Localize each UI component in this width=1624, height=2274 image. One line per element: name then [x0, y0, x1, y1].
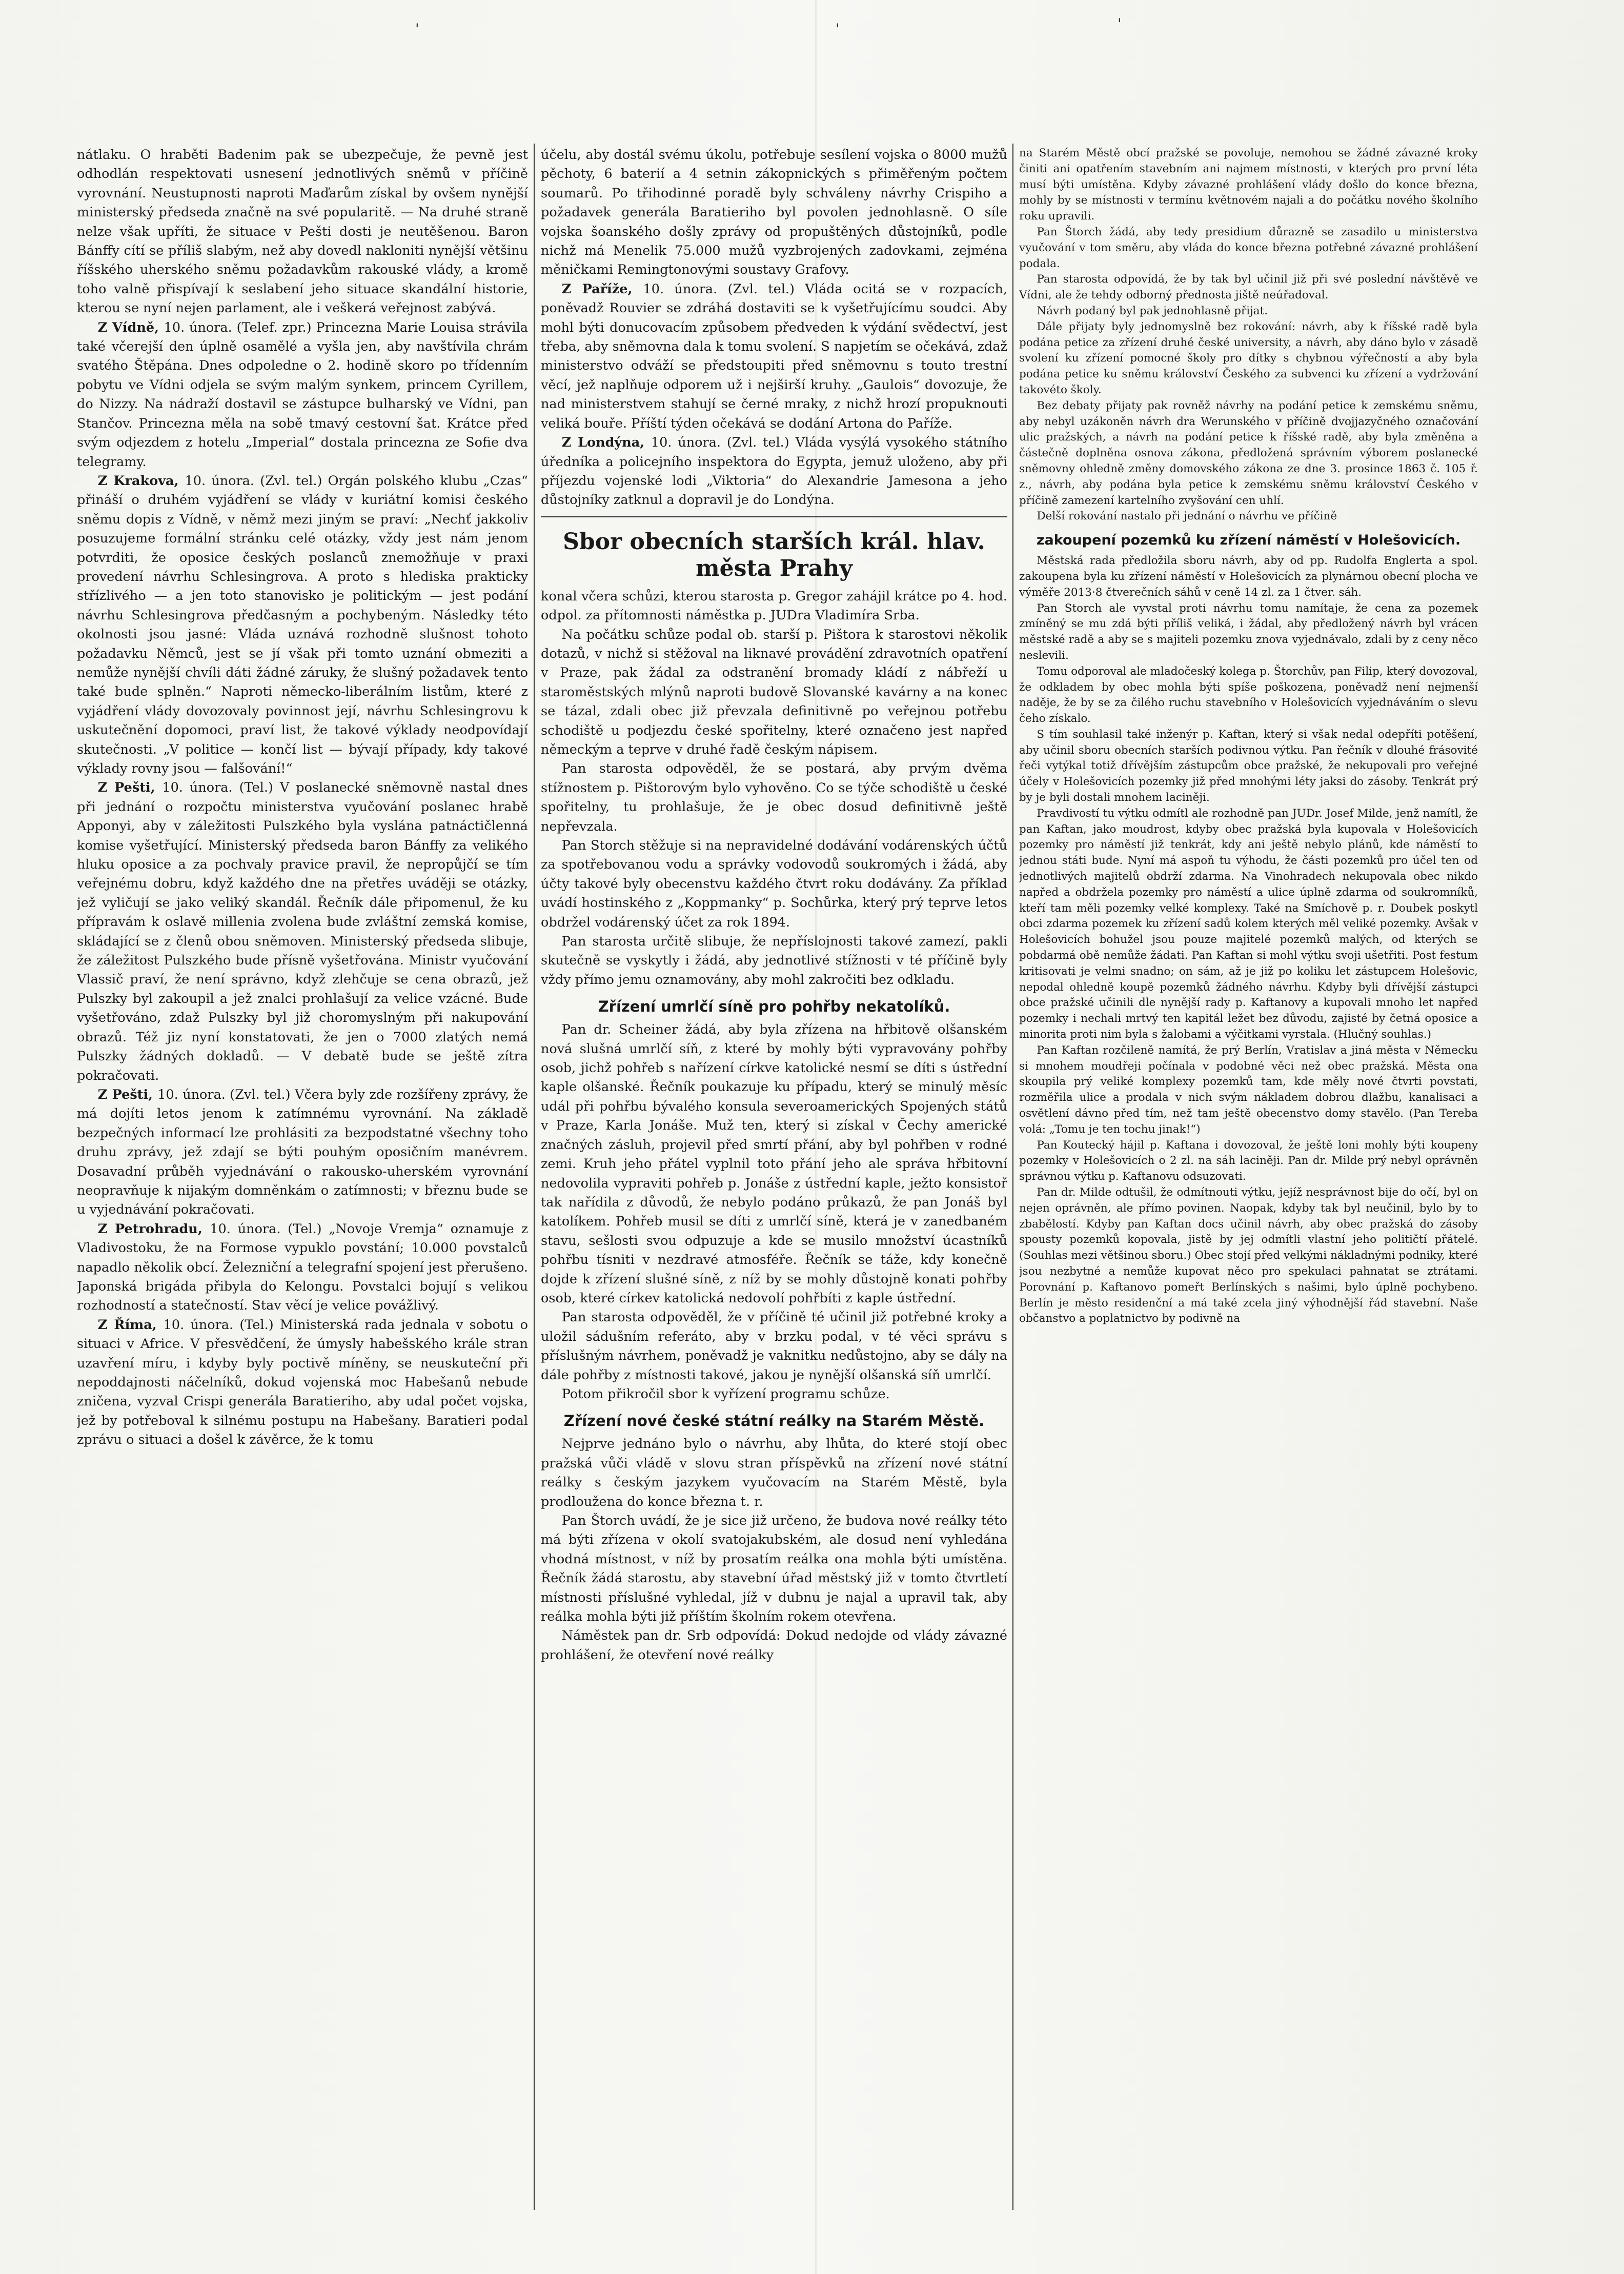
article-paragraph: [541, 759, 1007, 836]
paragraph-text: S tím souhlasil také inženýr p. Kaftan, který si však nedal odepříti potěšení, aby učinil sboru obecních starších podivnou výtku. Pan řečník v dlouhé frásovité řeči vytýkal totiž dřívějším zástupcům obce pražské, že nekupovali pro veřejné účely v Holešovicích pozemky již před mnohými léty jaksi do zásoby. Tenkrát prý by je byli dostali mnohem laciněji.: [1019, 728, 1478, 804]
article-paragraph: [541, 1626, 1007, 1665]
article-paragraph: [541, 280, 1007, 433]
paragraph-text: Potom přikročil sbor k vyřízení programu schůze.: [561, 1386, 890, 1402]
article-paragraph: [541, 1385, 1007, 1404]
article-paragraph: [541, 1020, 1007, 1308]
article-paragraph: [1019, 509, 1478, 525]
article-paragraph: [1019, 304, 1478, 319]
article-paragraph: [1019, 1138, 1478, 1185]
paragraph-text: Pan starosta určitě slibuje, že nepříslojnosti takové zamezí, pakli skutečně se vyskytly i žádá, aby jednotlivé stížnosti v té příčině byly vždy přímo jemu oznamovány, aby mohl zakročiti bez odkladu.: [541, 934, 1007, 988]
dateline: Z Pešti,: [97, 780, 163, 796]
article-paragraph: [1019, 225, 1478, 272]
article-paragraph: [541, 1435, 1007, 1512]
paragraph-text: Pan Štorch žádá, aby tedy presidium důrazně se zasadilo u ministerstva vyučování v tom směru, aby vláda do konce března potřebné závazné prohlášení podala.: [1019, 225, 1478, 270]
article-paragraph: [541, 1512, 1007, 1626]
paragraph-text: nátlaku. O hraběti Badenim pak se ubezpečuje, že pevně jest odhodlán respektovati usnesení jednotlivých sněmů v příčině vyrovnání. Neustupnosti naproti Maďarům získal by ovšem nynější ministerský předseda značně na své popularitě. — Na druhé straně nelze však upříti, že situace v Pešti dosti je neutěšenou. Baron Bánffy cítí se příliš slabým, než aby dovedl nakloniti nynější většinu říšského uherského sněmu požadavkům rakouské vlády, a kromě toho valně přispívají k seslabení jeho situace skandální historie, kterou se nyní nejen parlament, ale i veškerá veřejnost zabývá.: [77, 147, 528, 316]
dateline: Z Říma,: [97, 1317, 164, 1333]
dateline: Z Krakova,: [97, 473, 185, 489]
paragraph-text: 10. února. (Tel.) „Novoje Vremja“ oznamuje z Vladivostoku, že na Formose vypuklo povstání; 10.000 povstalců napadlo několik obcí. Železniční a telegrafní spojení jest přerušeno. Japonská brigáda přibyla do Kelongu. Povstalci bojují s velikou rozhodností a statečností. Stav věcí je velice povážlivý.: [77, 1221, 528, 1314]
paragraph-text: Pan Storch stěžuje si na nepravidelné dodávání vodárenských účtů za spotřebovanou vodu a správky vodovodů soukromých i žádá, aby účty takové byly obecenstvu každého čtvrt roku dodávány. Za příklad uvádí hostinského z „Koppmanky“ p. Sochůrka, který prý teprve letos obdržel vodárenský účet za rok 1894.: [541, 838, 1007, 930]
section-heading: Sbor obecních starších král. hlav. města Prahy: [563, 528, 985, 581]
article-paragraph: [1019, 1043, 1478, 1138]
article-paragraph: [541, 836, 1007, 932]
article-paragraph: [77, 472, 528, 779]
subsection-heading: Zřízení nové české státní reálky na Starém Městě.: [563, 1412, 985, 1430]
article-paragraph: [77, 1316, 528, 1450]
article-paragraph: [541, 626, 1007, 760]
article-paragraph: [541, 932, 1007, 990]
paragraph-text: Pan starosta odpověděl, že v příčině té učinil již potřebné kroky a uložil sádušním referáto, aby v brzku podal, v té věci správu s příslušným návrhem, poněvadž je vaknitku nedůstojno, aby se dály na dále pohřby z místnosti takové, jakou je nynější olšanská síň umrlčí.: [541, 1310, 1007, 1383]
column-2: [541, 146, 1007, 2207]
paragraph-text: Pan Štorch uvádí, že je sice již určeno, že budova nové reálky této má býti zřízena v okolí svatojakubském, ale dosud není vyhledána vhodná místnost, v níž by prosatím reálka ona mohla býti umístěna. Řečník žádá starostu, aby stavební úřad městský již v tomto čtvrtletí místnosti příslušné vyhledal, jíž v dubnu je najal a upravil tak, aby reálka mohla býti již příštím školním rokem otevřena.: [541, 1513, 1007, 1625]
paragraph-text: Pan dr. Milde odtušil, že odmítnouti výtku, jejíž nesprávnost bije do očí, byl on nejen oprávněn, ale přímo povinen. Naopak, kdyby tak byl neučinil, bylo by to zbabělostí. Kdyby pan Kaftan docs učinil návrh, aby obec pražská do zásoby spousty pozemků kopovala, jistě by jej odmítli vlastní jeho političtí přátelé. (Souhlas mezi většinou sboru.) Obec stojí před velkými nákladnými podniky, které jsou nezbytné a nemůže kupovat něco pro spekulaci pahnatat se ztrátami. Porovnání p. Kaftanovo pomeřt Berlínských s našimi, bylo úplně pochybeno. Berlín je město residenční a má také zcela jiný výhodnější řád stavební. Naše občanstvo a poplatnictvo by podivně na: [1019, 1186, 1478, 1325]
paragraph-text: 10. února. (Zvl. tel.) Vláda vysýlá vysokého státního úředníka a policejního inspektora do Egypta, jemuž uloženo, aby při příjezdu vojenské lodi „Viktoria“ do Alexandrie Jamesona a jeho důstojníky zatknul a dopravil je do Londýna.: [541, 435, 1007, 508]
section-divider: [541, 516, 1007, 517]
article-paragraph: [1019, 319, 1478, 398]
article-paragraph: [541, 146, 1007, 280]
paragraph-text: Pan Kaftan rozčileně namítá, že prý Berlín, Vratislav a jiná města v Německu si mnohem moudřeji počínala v podobné věci než obec pražská. Města ona skoupila prý veliké komplexy pozemků tam, kde měly nové čtvrti povstati, rozměřila ulice a prodala v nich svým nákladem dobrou dlažbu, kanalisaci a osvětlení dávno před tím, než tam ještě obecenstvo domy stavělo. (Pan Tereba volá: „Tomu je ten tochu jinak!“): [1019, 1043, 1478, 1136]
paragraph-text: na Starém Městě obcí pražské se povoluje, nemohou se žádné závazné kroky činiti ani opatřením stavebním ani najmem místnosti, v kterých pro první léta musí býti umístěna. Kdyby závazné prohlášení vlády došlo do konce března, mohly by se místnosti v termínu květnovém najali a do počátku nového školního roku upravili.: [1019, 147, 1478, 223]
article-paragraph: [541, 1308, 1007, 1385]
paragraph-text: Nejprve jednáno bylo o návrhu, aby lhůta, do které stojí obec pražská vůči vládě v slovu stran příspěvků na zřízení nové státní reálky s českým jazykem vyučovacím na Starém Městě, byla prodloužena do konce března t. r.: [541, 1436, 1007, 1510]
column-rule: [1012, 144, 1013, 2210]
column-rule: [534, 144, 535, 2210]
article-paragraph: [77, 318, 528, 472]
article-paragraph: [1019, 601, 1478, 664]
paragraph-text: Pravdivostí tu výtku odmítl ale rozhodně pan JUDr. Josef Milde, jenž namítl, že pan Kaftan, jako moudrost, kdyby obec pražská byla kupovala v Holešovicích pozemky pro náměstí již tenkrát, kdy ani ještě nebylo plánů, kde náměstí to jednou státi bude. Nyní má aspoň tu výhodu, že části pozemků pro účel ten od jednotlivých majitelů obdrží zdarma. Na Vinohradech nekupovala obec nikdo napřed a obdržela pozemky pro náměstí a ulice úplně zdarma od soukromníků, kteří tam měli pozemky velké komplexy. Také na Smíchově p. r. Doubek poskytl obci zdarma pozemek ku zřízení sadů kolem kterých měl veliké pozemky. Avšak v Holešovicích bohužel jsou pouze majitelé pozemků malých, od kterých se pobdarmá obě nemůže žádati. Pan Kaftan si mohl výtku svoji ušetřiti. Post festum kritisovati je velmi snadno; on sám, až je již po koliku let zástupcem Holešovic, nepodal ohledně koupě pozemků žádného návrhu. Kdyby byli dřívější zástupci obce pražské učinili dle nynější rady p. Kaftanovy a kupovali mnoho let napřed pozemky i nechali mrtvý ten kapitál ležet bez důvodu, zajisté by četná oposice a minorita proti nim byla s žalobami a výčitkami vyrstala. (Hlučný souhlas.): [1019, 807, 1478, 1041]
paragraph-text: účelu, aby dostál svému úkolu, potřebuje sesílení vojska o 8000 mužů pěchoty, 6 baterií a 4 setnin zákopnických s přiměřeným počtem soumarů. Po třihodinné poradě byly schváleny návrhy Crispiho a požadavek generála Baratieriho byl povolen jednohlasně. O síle vojska šoanského došly zprávy od propuštěných důstojníků, podle nichž má Menelik 75.000 mužů vyzbrojených zadovkami, zejména měničkami Remingtonovými soustavy Grafovy.: [541, 147, 1007, 278]
paragraph-text: Pan starosta odpovídá, že by tak byl učinil již při své poslední návštěvě ve Vídni, ale že tehdy odborný přednosta jiště neúřadoval.: [1019, 273, 1478, 302]
paragraph-text: 10. února. (Tel.) Ministerská rada jednala v sobotu o situaci v Africe. V přesvědčení, že úmysly habešského krále stran uzavření míru, i kdyby byly poctivě míněny, se neuskuteční při nepoddajnosti náčelníků, dokud vojenská moc Habešanů nebude zničena, vyzval Crispi generála Baratieriho, aby udal počet vojska, jež by potřeboval k silnému postupu na Habešany. Baratieri podal zprávu o situaci a došel k závěrce, že k tomu: [77, 1317, 528, 1448]
column-3: [1019, 146, 1478, 2207]
paragraph-text: Návrh podaný byl pak jednohlasně přijat.: [1037, 304, 1268, 317]
paragraph-text: Městská rada předložila sboru návrh, aby od pp. Rudolfa Englerta a spol. zakoupena byla ku zřízení náměstí v Holešovicích za plynárnou obecní plocha ve výměře 2013·8 čtverečních sáhů v ceně 14 zl. za 1 čtver. sáh.: [1019, 554, 1478, 599]
paragraph-text: konal včera schůzi, kterou starosta p. Gregor zahájil krátce po 4. hod. odpol. za přítomnosti náměstka p. JUDra Vladimíra Srba.: [541, 588, 1007, 623]
paragraph-text: Na počátku schůze podal ob. starší p. Pištora k starostovi několik dotazů, v nichž si stěžoval na liknavé provádění zdravotních opatření v Praze, pak žádal za odstranění bromady kládí z nábřeží u staroměstských mlýnů naproti budově Slovanské kavárny a na konec se tázal, zdali obec již převzala definitivně po veřejnou potřebu schodiště u podjezdu české spořitelny, které označeno jest napřed německým a teprve v druhé řadě českým nápisem.: [541, 627, 1007, 757]
subsection-heading: zakoupení pozemků ku zřízení náměstí v Holešovicích.: [1036, 532, 1461, 549]
stray-mark: ': [836, 21, 840, 37]
paragraph-text: 10. února. (Zvl. tel.) Včera byly zde rozšířeny zprávy, že má dojíti letos jenom k zatímnému vyrovnání. Na základě bezpečných informací lze prohlásiti za bezpodstatné všechny toho druhu zprávy, jež zdají se býti pouhým oposičním manévrem. Dosavadní průběh vyjednávání o rakousko-uherském vyrovnání neopravňuje k nijakým domněnkám o zatímnosti; v březnu bude se u vyjednávání pokračovati.: [77, 1086, 528, 1218]
dateline: Z Londýna,: [561, 435, 651, 451]
paragraph-text: 10. února. (Zvl. tel.) Orgán polského klubu „Czas“ přináší o druhém vyjádření se vlády v kuriátní komisi českého sněmu dopis z Vídně, v němž mezi jiným se praví: „Nechť jakkoliv posuzujeme formální stránku celé otázky, vždy jest nám jenom potvrditi, že oposice českých poslanců znemožňuje v praxi provedení návrhu Schlesingrova. A proto s hlediska prakticky střízlivého — a jen toto stanovisko je politickým — jest podání návrhu Schlesingrova předčasným a pochybeným. Následky této okolnosti jsou jasné: Vláda uznává rozhodně slušnost tohoto požadavku Němců, jest se jí však při tomto uznání obmeziti a nemůže nynější chvíli dáti žádné záruky, že slušný požadavek tento také bude splněn.“ Naproti německo-liberálním listům, které z vyjádření vlády dovozovaly povinnost její, návrhu Schlesingrovu k uskutečnění dopomoci, praví list, že takové výklady neodpovídají skutečnosti. „V politice — končí list — bývají případy, kdy takové výklady rovny jsou — falšování!“: [77, 473, 528, 776]
article-paragraph: [1019, 146, 1478, 225]
paragraph-text: 10. února. (Tel.) V poslanecké sněmovně nastal dnes při jednání o rozpočtu ministerstva vyučování poslanec hrabě Apponyi, aby v záležitosti Pulszkého byla vyslána patnáctičlenná komise vyšetřující. Ministerský předseda baron Bánffy za velikého hluku oposice a za pochvaly pravice pravil, že nepropůjčí se tím veřejnému dobru, když každého dne na přetřes uváději se otázky, jež vyličují se jako veliký skandál. Řečník dále připomenul, že ku přípravám k oslavě millenia zvolena bude zvláštní zemská komise, skládající se z členů obou sněmoven. Ministerský předseda slibuje, že záležitost Pulszkého bude přísně vyšetřována. Ministr vyučování Vlassič praví, že není správno, když zlehčuje se cena obrazů, jež Pulszky byl zakoupil a jež znalci prohlašují za velice vzácné. Bude vyšetřováno, zdaž Pulszky byl již choromyslným při nakupování obrazů. Též jiz nyní konstatovati, že jen o 7000 zlatých nemá Pulszky žádných dokladů. — V debatě bude se ještě zítra pokračovati.: [77, 780, 528, 1083]
paragraph-text: Pan dr. Scheiner žádá, aby byla zřízena na hřbitově olšanském nová slušná umrlčí síň, z které by mohly býti vypravovány pohřby osob, jichž pohřeb s nařízení církve katolické nesmí se díti s ústřední kaple olšanské. Řečník poukazuje ku případu, který se minulý měsíc udál při pohřbu bývalého konsula severoamerických Spojených států v Praze, Karla Jonáše. Muž ten, který si získal v Čechy americké značných zásluh, projevil před smrtí přání, aby byl pohřben v rodné zemi. Kruh jeho přátel vyplnil toto přání jeho ale správa hřbitovní nedovolila vypraviti pohřeb p. Jonáše z ústřední kaple, ježto konsistoř tak nařídila z důvodů, že nebylo podáno průkazů, že pan Jonáš byl katolíkem. Pohřeb musil se díti z umrlčí síně, která je v zanedbaném stavu, sešlosti svou odpuzuje a kde se musilo množství úcastníků pohřbu tísniti v nezdravé atmosféře. Řečník se táže, kdy konečně dojde k zřízení slušné síně, z níž by se mohly důstojně konati pohřby osob, které církev katolická nedovolí pohřbíti z kaple ústřední.: [541, 1022, 1007, 1306]
article-paragraph: [1019, 398, 1478, 509]
paragraph-text: Delší rokování nastalo při jednání o návrhu ve příčině: [1037, 510, 1337, 523]
paragraph-text: 10. února. (Telef. zpr.) Princezna Marie Louisa strávila také včerejší den úplně osamělé a vyšla jen, aby navštívila chrám svatého Štěpána. Dnes odpoledne o 2. hodině skoro po třídenním pobytu ve Vídni odjela se svým malým synkem, princem Cyrillem, do Nizzy. Na nádraží dostavil se zástupce bulharský ve Vídni, pan Stančov. Princezna měla na sobě tmavý cestovní šat. Krátce před svým odjezdem z hotelu „Imperial“ dostala princezna ze Sofie dva telegramy.: [77, 319, 528, 470]
article-paragraph: [77, 1085, 528, 1220]
dateline: Z Petrohradu,: [97, 1221, 210, 1237]
dateline: Z Vídně,: [97, 319, 164, 335]
paragraph-text: Pan starosta odpověděl, že se postará, aby prvým dvěma stížnostem p. Pištorovým bylo vyhověno. Co se týče schodiště u české spořitelny, tu prohlašuje, že je obec dosud definitivně ještě nepřevzala.: [541, 761, 1007, 834]
article-paragraph: [77, 146, 528, 318]
article-paragraph: [1019, 272, 1478, 304]
article-paragraph: [1019, 1185, 1478, 1327]
dateline: Z Paříže,: [561, 281, 643, 297]
article-paragraph: [541, 433, 1007, 510]
article-paragraph: [1019, 727, 1478, 806]
article-paragraph: [541, 587, 1007, 626]
paragraph-text: Tomu odporoval ale mladočeský kolega p. Štorchův, pan Filip, který dovozoval, že odkladem by obec mohla býti spíše poškozena, poněvadž není nejmenší naděje, že by se za čilého ruchu stavebního v Holešovicích vyjednáváním o slevu čeho získalo.: [1019, 665, 1478, 726]
paragraph-text: Pan Koutecký hájil p. Kaftana i dovozoval, že ještě loni mohly býti koupeny pozemky v Holešovicích o 2 zl. na sáh laciněji. Pan dr. Milde prý nebyl oprávněn správnou výtku p. Kaftanovu odsuzovati.: [1019, 1138, 1478, 1183]
paragraph-text: Bez debaty přijaty pak rovněž návrhy na podání petice k zemskému sněmu, aby nebyl uzákoněn návrh dra Werunského v příčině dvojjazyčného označování ulic pražských, a návrh na podání petice k říšské radě, aby byla změněna a částečně doplněna osnova zákona, předložená správním výborem poslanecké sněmovny ohledně změny domovského zákona ze dne 3. prosince 1863 č. 105 ř. z., návrh, aby podána byla petice k zemskému sněmu království Českého v příčině zamezení kartelního zvyšování cen uhlí.: [1019, 399, 1478, 507]
article-paragraph: [1019, 664, 1478, 727]
article-paragraph: [1019, 553, 1478, 600]
paragraph-text: Náměstek pan dr. Srb odpovídá: Dokud nedojde od vlády závazné prohlášení, že otevření nové reálky: [541, 1628, 1007, 1663]
stray-mark: ': [1118, 15, 1122, 32]
dateline: Z Pešti,: [97, 1086, 158, 1102]
article-paragraph: [1019, 806, 1478, 1043]
paragraph-text: Dále přijaty byly jednomyslně bez rokování: návrh, aby k říšské radě byla podána petice za zřízení druhé české university, a návrh, aby dáno bylo v zásadě svolení ku zřízení pomocné školy pro dítky s chybnou výřečností a aby byla podána petice ku sněmu království Českého za subvenci ku zřízení a vydržování takovéto školy.: [1019, 320, 1478, 396]
article-paragraph: [77, 1220, 528, 1316]
stray-mark: ': [415, 21, 419, 37]
column-1: [77, 146, 528, 2207]
subsection-heading: Zřízení umrlčí síně pro pohřby nekatolíků.: [598, 998, 950, 1016]
paragraph-text: 10. února. (Zvl. tel.) Vláda ocitá se v rozpacích, poněvadž Rouvier se zdráhá dostaviti se k vyšetřujícímu soudci. Aby mohl býti donucovacím způsobem předveden k výdání svědectví, jest třeba, aby sněmovna dala k tomu svolení. S napjetím se očekává, zdaž ministerstvo odváží se předstoupiti před sněmovnu s touto trestní věcí, jež naplňuje odporem už i nejširší kruhy. „Gaulois“ dovozuje, že nad ministerstvem stahují se černé mraky, z nichž hrozí propuknouti veliká bouře. Příští týden očekává se dodání Artona do Paříže.: [541, 281, 1007, 431]
article-paragraph: [77, 778, 528, 1085]
paragraph-text: Pan Storch ale vyvstal proti návrhu tomu namítaje, že cena za pozemek zmíněný se mu zdá býti příliš veliká, i žádal, aby předložený návrh byl vrácen městské radě a aby se s majiteli pozemku znova vyjednávalo, zdali by z ceny něco neslevili.: [1019, 601, 1478, 662]
